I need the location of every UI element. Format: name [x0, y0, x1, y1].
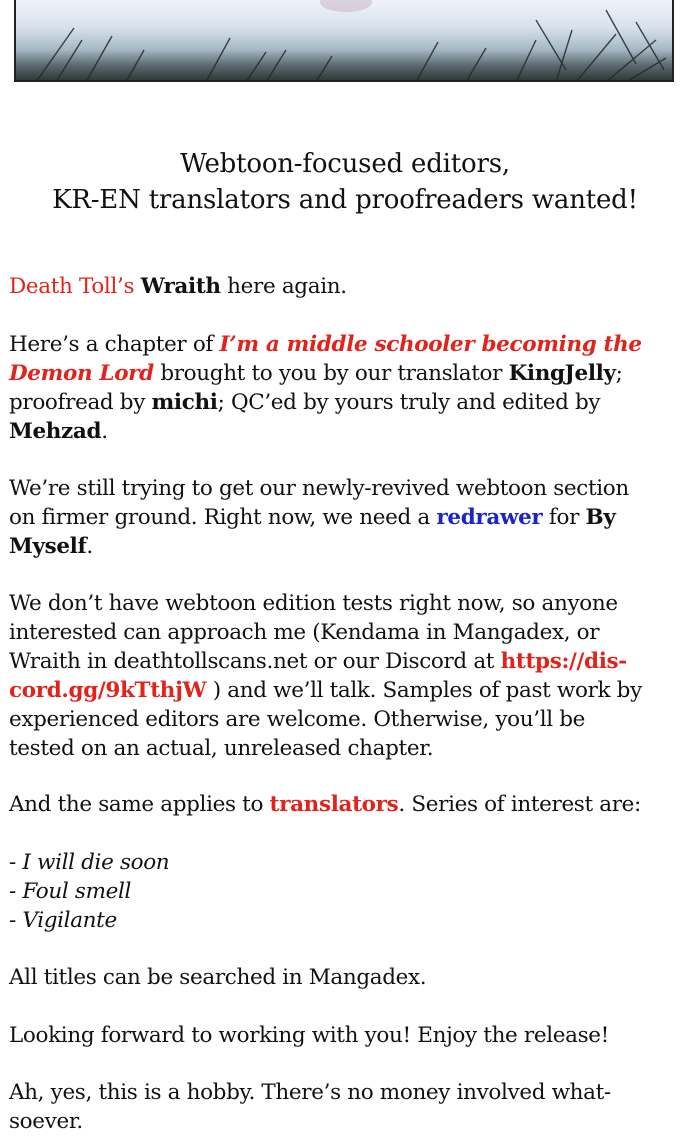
- editor-name: Mehzad: [9, 419, 102, 444]
- translators-role: translators: [269, 792, 399, 817]
- intro-paragraph: Death Toll’s Wraith here again.: [9, 274, 347, 299]
- group-name: Death Toll’s: [9, 274, 135, 299]
- proofreader-name: michi: [151, 390, 218, 415]
- series-by-myself-cont: Myself: [9, 534, 87, 559]
- redrawer-role: redrawer: [436, 505, 543, 530]
- list-item: - I will die soon: [9, 850, 170, 875]
- list-item: - Foul smell: [9, 879, 132, 904]
- author-name: Wraith: [140, 274, 221, 299]
- redrawer-paragraph: We’re still trying to get our newly-revived webtoon section on firmer ground. Right now, we need a redrawer for By Myself.: [9, 476, 629, 559]
- translators-paragraph: And the same applies to translators. Series of interest are:: [9, 792, 641, 817]
- heading-line-1: Webtoon-focused editors,: [180, 149, 510, 179]
- search-note: All titles can be searched in Mangadex.: [9, 965, 427, 990]
- chapter-credits-paragraph: Here’s a chapter of I’m a middle schooler becoming the Demon Lord brought to you by our translator KingJelly; proofread by michi; QC’ed by yours truly and edited by Mehzad.: [9, 332, 642, 444]
- discord-link[interactable]: https://dis-: [500, 649, 627, 674]
- list-item: - Vigilante: [9, 908, 117, 933]
- discord-link-cont[interactable]: cord.gg/9kTthjW: [9, 678, 207, 703]
- hobby-paragraph: Ah, yes, this is a hobby. There’s no money involved what- soever.: [9, 1080, 611, 1134]
- recruitment-heading: [0, 146, 690, 218]
- closing-line: Looking forward to working with you! Enjoy the release!: [9, 1023, 609, 1048]
- series-by-myself: By: [585, 505, 616, 530]
- top-artwork-panel: [14, 0, 674, 82]
- tests-paragraph: We don’t have webtoon edition tests right now, so anyone interested can approach me (Kendama in Mangadex, or Wraith in deathtollscans.net or our Discord at https://dis- cord.gg/9kTthjW ) and we’ll talk. Samples of past work by experienced editors are welcome. Otherwise, you’ll be tested on an actual, unreleased chapter.: [9, 591, 642, 761]
- series-list: [9, 848, 685, 935]
- heading-line-2: KR-EN translators and proofreaders wanted!: [52, 185, 638, 215]
- series-title: I’m a middle schooler becoming the: [219, 332, 642, 357]
- translator-name: KingJelly: [508, 361, 616, 386]
- series-title-cont: Demon Lord: [9, 361, 154, 386]
- grass-illustration: [16, 0, 674, 82]
